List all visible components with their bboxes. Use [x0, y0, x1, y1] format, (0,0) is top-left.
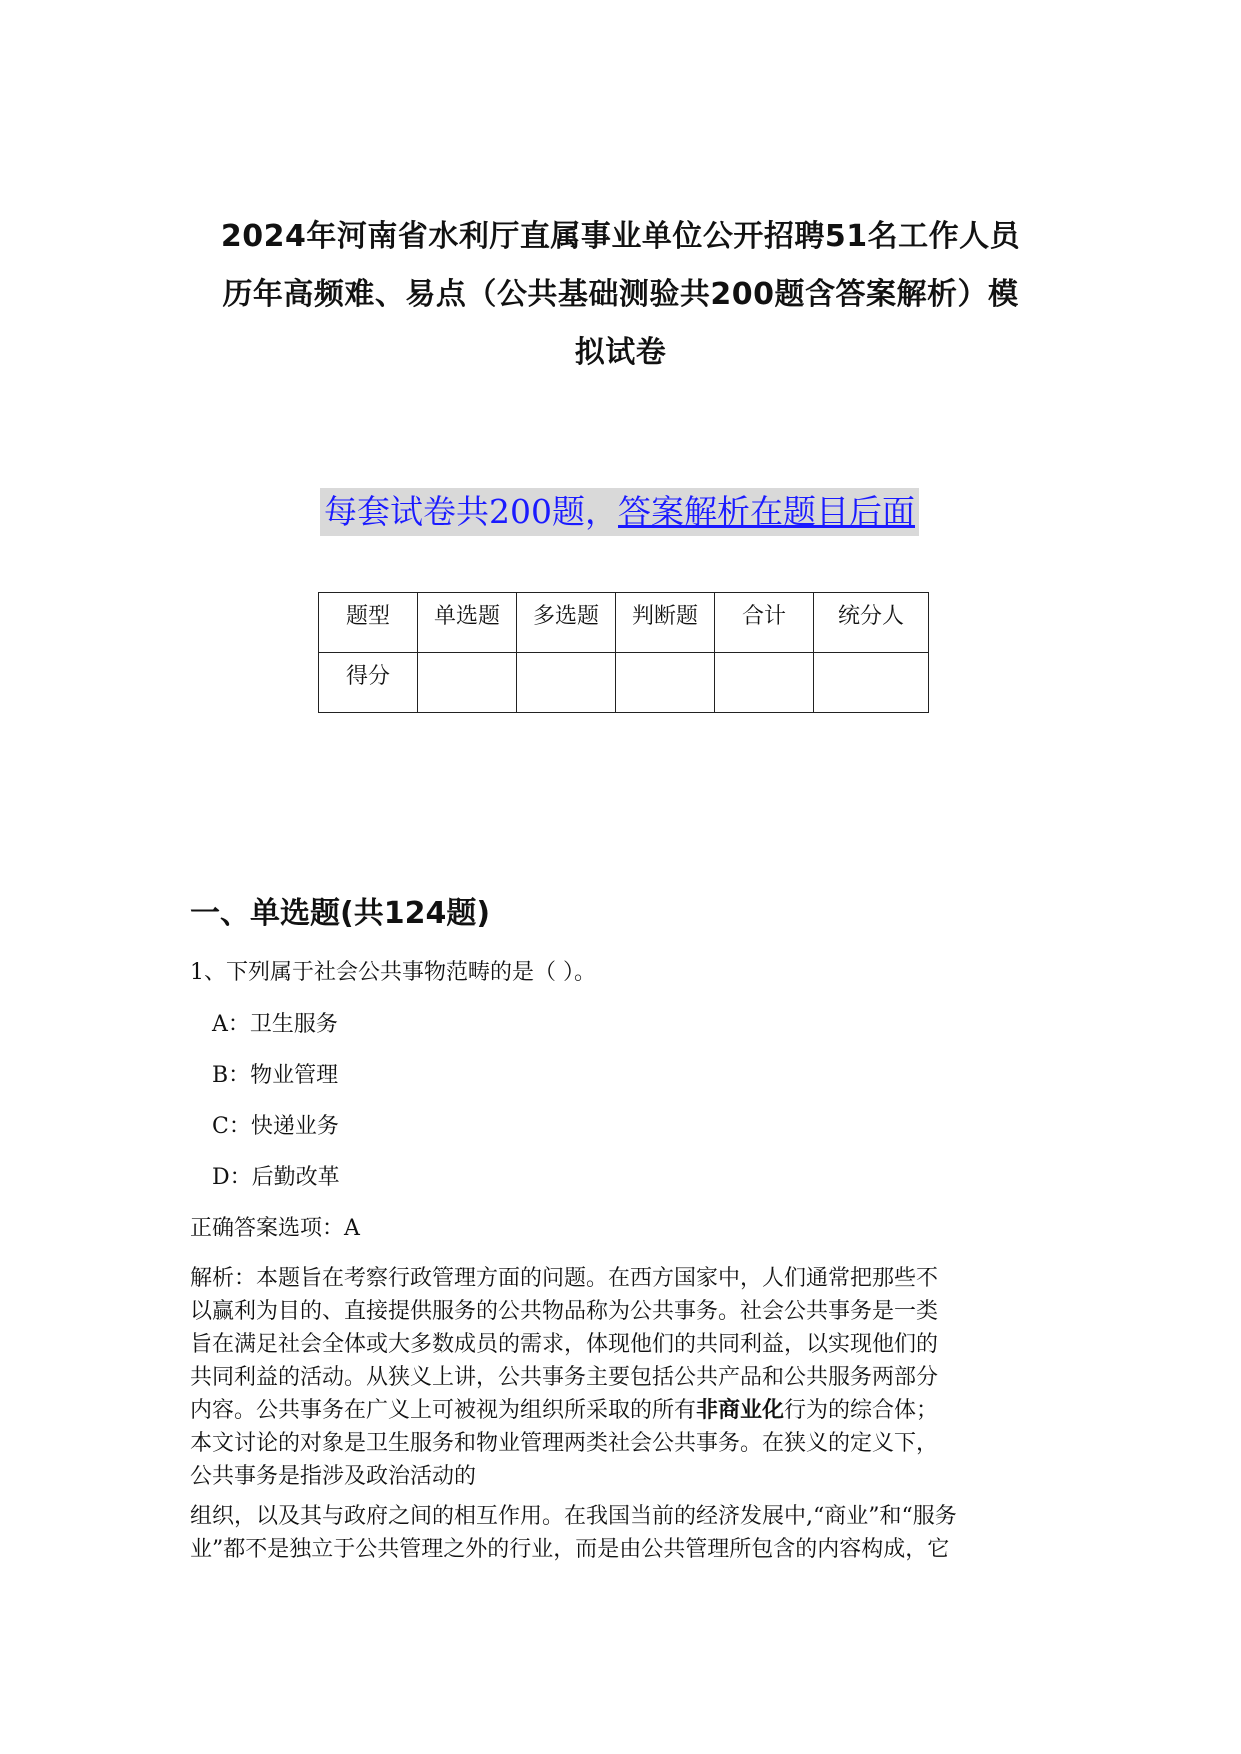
analysis-text: 内容。公共事务在广义上可被视为组织所采取的所有 — [190, 1398, 697, 1423]
title-line: 历年高频难、易点（公共基础测验共200题含答案解析）模 — [222, 277, 1019, 312]
analysis-text: 行为的综合体； — [784, 1398, 939, 1423]
title-line: 拟试卷 — [574, 335, 667, 370]
analysis-line: 共同利益的活动。从狭义上讲，公共事务主要包括公共产品和公共服务两部分 — [190, 1365, 939, 1390]
analysis-line: 公共事务是指涉及政治活动的 — [190, 1464, 477, 1489]
continuation-line: 业”都不是独立于公共管理之外的行业，而是由公共管理所包含的内容构成，它 — [190, 1537, 950, 1562]
option-a: A：卫生服务 — [212, 1012, 338, 1037]
answer-line: 正确答案选项：A — [190, 1216, 360, 1241]
analysis-line: 本文讨论的对象是卫生服务和物业管理两类社会公共事务。在狭义的定义下， — [190, 1431, 939, 1456]
section-title: 一、单选题(共124题) — [190, 896, 491, 931]
score-cell — [418, 653, 517, 713]
option-b: B：物业管理 — [212, 1063, 339, 1088]
option-c: C：快递业务 — [212, 1114, 339, 1139]
analysis-line — [190, 1394, 1050, 1427]
analysis-paragraph — [190, 1262, 1050, 1493]
continuation-line: 组织，以及其与政府之间的相互作用。在我国当前的经济发展中,“商业”和“服务 — [190, 1504, 957, 1529]
option-d: D：后勤改革 — [212, 1165, 340, 1190]
info-banner — [320, 488, 919, 536]
header-cell: 合计 — [715, 593, 814, 653]
bold-term: 非商业化 — [696, 1398, 785, 1423]
score-cell — [814, 653, 929, 713]
score-table — [318, 592, 929, 713]
header-cell: 统分人 — [814, 593, 929, 653]
header-cell: 多选题 — [517, 593, 616, 653]
score-table-header-row — [319, 593, 929, 653]
header-cell: 判断题 — [616, 593, 715, 653]
answer-link[interactable]: 答案解析在题目后面 — [618, 492, 915, 531]
row-label-cell: 得分 — [319, 653, 418, 713]
document-title — [180, 208, 1061, 382]
banner-text: 每套试卷共200题， — [324, 492, 618, 531]
analysis-line: 旨在满足社会全体或大多数成员的需求，体现他们的共同利益，以实现他们的 — [190, 1332, 939, 1357]
continuation-paragraph — [190, 1500, 1050, 1566]
score-cell — [616, 653, 715, 713]
title-line: 2024年河南省水利厅直属事业单位公开招聘51名工作人员 — [220, 219, 1021, 254]
analysis-line: 解析：本题旨在考察行政管理方面的问题。在西方国家中，人们通常把那些不 — [190, 1266, 939, 1291]
score-cell — [715, 653, 814, 713]
score-table-row — [319, 653, 929, 713]
question-text: 1、下列属于社会公共事物范畴的是（ ）。 — [190, 960, 596, 985]
analysis-line: 以赢利为目的、直接提供服务的公共物品称为公共事务。社会公共事务是一类 — [190, 1299, 939, 1324]
header-cell: 题型 — [319, 593, 418, 653]
score-cell — [517, 653, 616, 713]
header-cell: 单选题 — [418, 593, 517, 653]
